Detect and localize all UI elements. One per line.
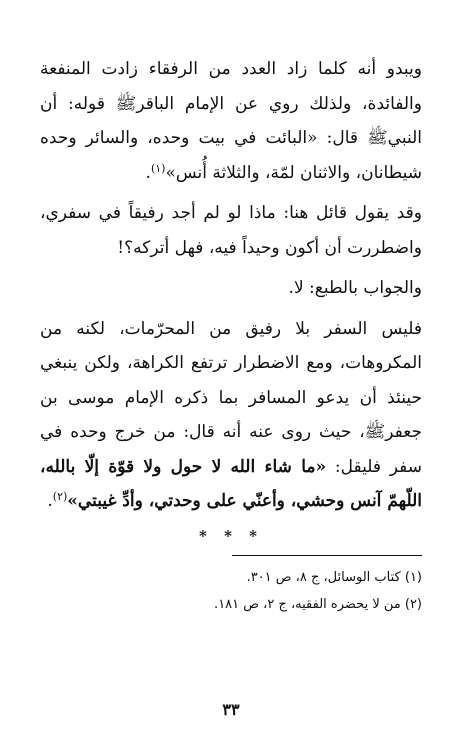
supplication-quote: «ما شاء الله لا حول ولا قوّة إلّا بالله، اللّهمّ آنس وحشي، وأعنّي على وحدتي، وأدِّ غيبتي» xyxy=(40,456,422,511)
paragraph-travel-alone xyxy=(40,312,422,519)
paragraph-text: . xyxy=(145,162,151,183)
hadith-quote: قال: «البائت في بيت وحده، والسائر وحده شيطانان، والاثنان لمّة، والثلاثة أُنس» xyxy=(40,128,422,183)
paragraph-text: . xyxy=(47,491,53,511)
footnote-1: (١) كتاب الوسائل، ج ٨، ص ٣٠١. xyxy=(246,569,422,585)
honorific-symbol: ﷺ xyxy=(115,93,137,114)
page-number: ٣٣ xyxy=(222,700,240,719)
paragraph-text: ويبدو أنه كلما زاد العدد من الرفقاء زادت المنفعة والفائدة، ولذلك روي عن الإمام الباقر xyxy=(40,59,422,114)
paragraph-question: وقد يقول قائل هنا: ماذا لو لم أجد رفيقاً في سفري، واضطررت أن أكون وحيداً فيه، فهل أتركه؟! xyxy=(40,203,422,258)
footnote-2: (٢) من لا يحضره الفقيه، ج ٢، ص ١٨١. xyxy=(214,596,422,612)
footnote-ref: (٢) xyxy=(52,490,68,503)
footnote-divider xyxy=(232,555,422,556)
paragraph-answer: والجواب بالطبع: لا. xyxy=(288,278,422,298)
paragraph-companions xyxy=(40,52,422,190)
paragraph-text: قوله: أن النبي xyxy=(40,93,422,148)
section-separator: * * * xyxy=(199,526,263,545)
paragraph-text: ، حيث روى عنه أنه قال: من خرج وحده في سفر فليقل: xyxy=(40,422,422,477)
paragraph-text: فليس السفر بلا رفيق من المحرّمات، لكنه من المكروهات، ومع الاضطرار ترتفع الكراهة، ولكن ينبغي حينئذ أن يدعو المسافر بما ذكره الإمام موسى بن جعفر xyxy=(40,318,422,442)
honorific-symbol: ﷺ xyxy=(364,422,386,442)
honorific-symbol: ﷺ xyxy=(367,128,388,148)
footnote-ref: (١) xyxy=(150,161,166,175)
